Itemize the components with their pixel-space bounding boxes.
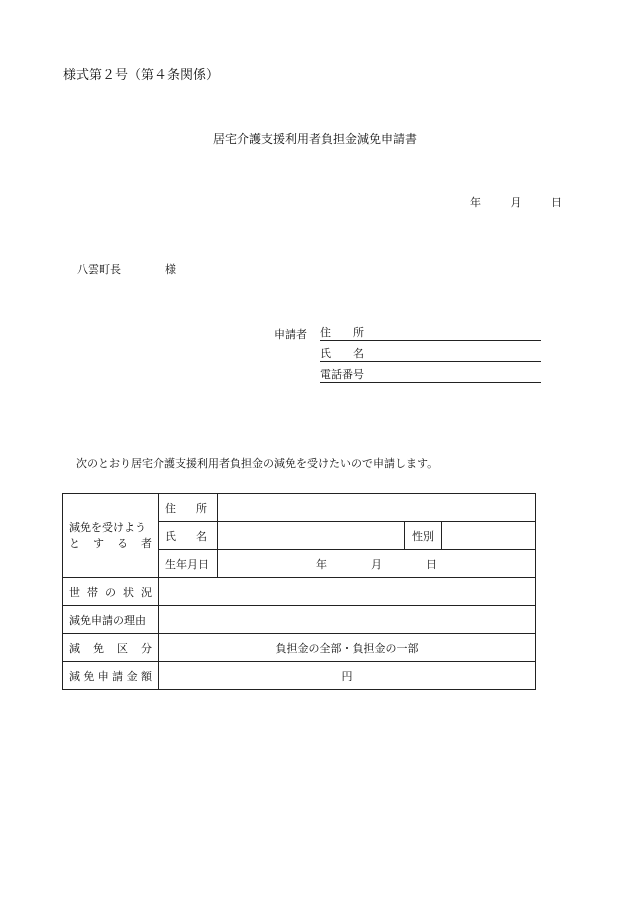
date-year: 年 — [470, 196, 481, 209]
birthdate-field[interactable] — [218, 550, 536, 578]
gender-field[interactable] — [442, 522, 536, 550]
target-name-label: 氏 名 — [159, 522, 218, 550]
addressee-name: 八雲町長 — [77, 263, 121, 276]
target-address-field[interactable] — [218, 494, 536, 522]
application-table — [62, 493, 536, 690]
table-row — [63, 634, 536, 662]
amount-label: 減 免 申 請 金 額 — [63, 662, 159, 690]
table-row — [63, 494, 536, 522]
application-statement: 次のとおり居宅介護支援利用者負担金の減免を受けたいので申請します。 — [76, 457, 439, 470]
reason-label: 減免申請の理由 — [63, 606, 159, 634]
birth-month-label: 月 — [371, 557, 382, 571]
target-person-label — [63, 494, 159, 578]
application-date — [470, 194, 562, 210]
form-number: 様式第２号（第４条関係） — [63, 68, 220, 83]
amount-field[interactable]: 円 — [159, 662, 536, 690]
table-row — [63, 606, 536, 634]
category-label: 減 免 区 分 — [63, 634, 159, 662]
birth-day-label: 日 — [426, 557, 437, 571]
target-name-field[interactable] — [218, 522, 405, 550]
table-row — [63, 662, 536, 690]
date-month: 月 — [510, 196, 522, 209]
reason-field[interactable] — [159, 606, 536, 634]
addressee — [77, 261, 176, 277]
birthdate-label: 生年月日 — [159, 550, 218, 578]
target-label-line1: 減免を受けよう — [69, 520, 146, 534]
date-day: 日 — [551, 196, 562, 209]
category-field[interactable]: 負担金の全部・負担金の一部 — [159, 634, 536, 662]
target-label-line2: と す る 者 — [69, 536, 152, 550]
applicant-address-field[interactable] — [320, 324, 541, 341]
document-title: 居宅介護支援利用者負担金減免申請書 — [212, 132, 417, 146]
table-row — [63, 578, 536, 606]
gender-label: 性別 — [405, 522, 442, 550]
applicant-phone-label: 電話番号 — [320, 368, 364, 381]
applicant-name-field[interactable] — [320, 345, 541, 362]
applicant-phone-field[interactable] — [320, 366, 541, 383]
household-label: 世 帯 の 状 況 — [63, 578, 159, 606]
addressee-honorific: 様 — [165, 263, 176, 276]
applicant-address-label: 住所 — [320, 326, 386, 339]
applicant-name-label: 氏名 — [320, 347, 386, 360]
applicant-label: 申請者 — [274, 328, 307, 341]
target-address-label: 住 所 — [159, 494, 218, 522]
birth-year-label: 年 — [316, 557, 327, 571]
household-field[interactable] — [159, 578, 536, 606]
